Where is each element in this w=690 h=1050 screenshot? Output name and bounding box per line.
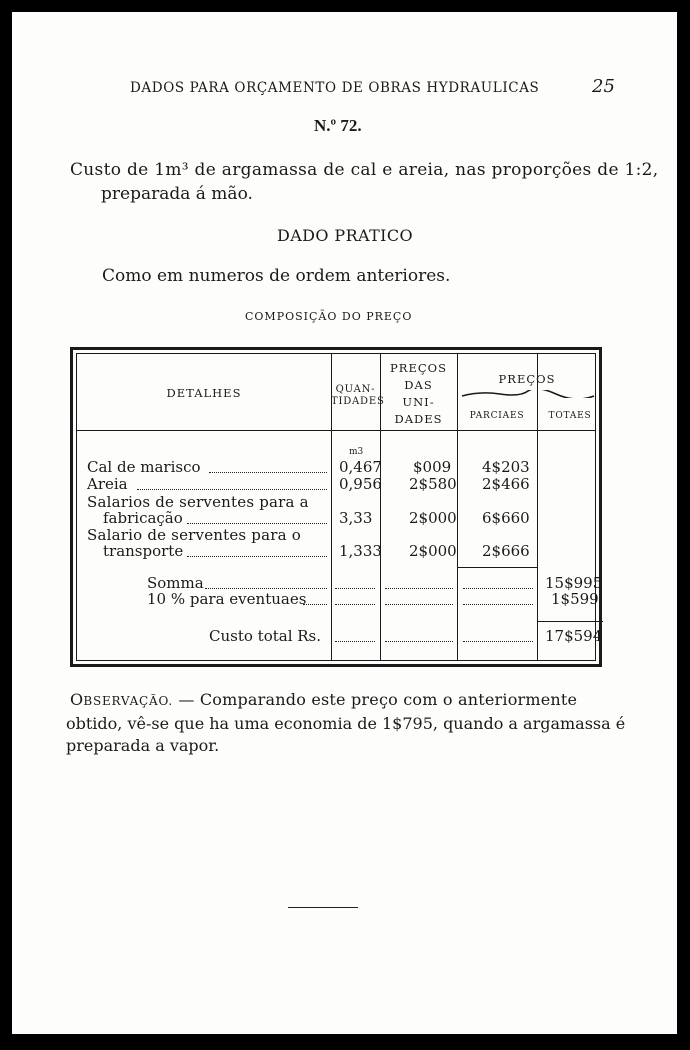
end-rule	[288, 907, 358, 908]
row3-partial: 6$660	[482, 509, 530, 527]
somma-label: Somma	[147, 574, 204, 592]
header-parciaes: PARCIAES	[469, 411, 525, 421]
header-precos-unidades-4: DADES	[394, 412, 443, 426]
header-precos-unidades-3: UNI-	[402, 395, 435, 409]
section-heading: DADO PRATICO	[277, 226, 414, 245]
item-description-line2: preparada á mão.	[101, 184, 253, 204]
row4-detail-line2: transporte	[103, 542, 184, 560]
item-description-line1: Custo de 1m³ de argamassa de cal e areia, nas proporções de 1:2,	[70, 160, 659, 180]
header-precos-unidades-2: DAS	[404, 378, 433, 392]
observation-line2: obtido, vê-se que ha uma economia de 1$795, quando a argamassa é	[66, 714, 626, 733]
price-table-inner	[76, 353, 603, 661]
eventuaes-total: 1$599	[551, 590, 599, 608]
row2-detail: Areia	[87, 475, 128, 493]
section-text: Como em numeros de ordem anteriores.	[102, 266, 451, 286]
observation-line1	[70, 690, 577, 709]
header-precos-unidades-1: PREÇOS	[390, 361, 447, 375]
row4-unit-price: 2$000	[409, 542, 457, 560]
price-table	[70, 347, 602, 667]
row4-partial: 2$666	[482, 542, 530, 560]
row3-unit-price: 2$000	[409, 509, 457, 527]
item-number: N.º 72.	[314, 116, 362, 135]
custo-total-label: Custo total Rs.	[209, 627, 322, 645]
row1-unit-price: $009	[413, 458, 452, 476]
header-totaes: TOTAES	[548, 411, 592, 421]
row4-qty: 1,333	[339, 542, 382, 560]
header-precos: PREÇOS	[498, 372, 556, 386]
observation-label-rest: BSERVAÇÃO.	[83, 694, 174, 708]
header-detalhes: DETALHES	[166, 386, 242, 400]
book-page	[12, 12, 677, 1034]
somma-total: 15$995	[545, 574, 603, 592]
observation-line3: preparada a vapor.	[66, 736, 220, 755]
observation-text-1: — Comparando este preço com o anteriormente	[173, 690, 578, 709]
eventuaes-label: 10 % para eventuaes	[147, 590, 307, 608]
row1-detail: Cal de marisco	[87, 458, 201, 476]
custo-total-value: 17$594	[545, 627, 603, 645]
row3-detail-line2: fabricação	[103, 509, 183, 527]
row2-qty: 0,956	[339, 475, 382, 493]
running-title: DADOS PARA ORÇAMENTO DE OBRAS HYDRAULICAS	[130, 80, 540, 96]
header-quantidades-1: QUAN-	[335, 384, 376, 395]
row2-partial: 2$466	[482, 475, 530, 493]
header-brace	[460, 390, 596, 398]
row3-qty: 3,33	[339, 509, 373, 527]
page-number: 25	[592, 76, 615, 97]
table-caption: COMPOSIÇÃO DO PREÇO	[245, 310, 413, 323]
observation-label-first: O	[70, 690, 84, 709]
row2-unit-price: 2$580	[409, 475, 457, 493]
unit-label: m3	[349, 447, 364, 457]
row3-detail-line1: Salarios de serventes para a	[87, 493, 309, 511]
row1-qty: 0,467	[339, 458, 382, 476]
header-quantidades-2: TIDADES	[331, 396, 385, 407]
row4-detail-line1: Salario de serventes para o	[87, 526, 301, 544]
row1-partial: 4$203	[482, 458, 530, 476]
